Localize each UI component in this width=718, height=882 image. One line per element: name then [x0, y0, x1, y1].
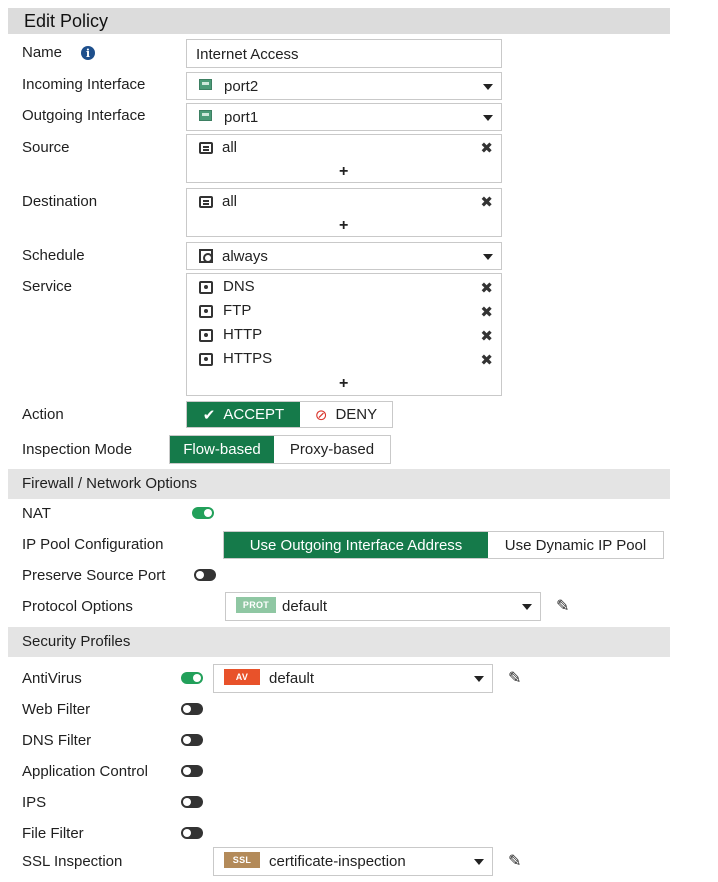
- remove-icon[interactable]: ✖: [480, 304, 493, 321]
- schedule-select[interactable]: [186, 242, 502, 270]
- source-item: all: [222, 139, 238, 156]
- incoming-interface-label: Incoming Interface: [22, 76, 146, 93]
- ssl-badge: SSL: [224, 852, 260, 868]
- inspection-mode-label: Inspection Mode: [22, 441, 133, 458]
- ssl-inspection-value: certificate-inspection: [269, 853, 406, 870]
- list-item: [199, 302, 501, 322]
- nat-label: NAT: [22, 505, 51, 522]
- remove-icon[interactable]: ✖: [480, 194, 493, 211]
- deny-label: DENY: [335, 406, 378, 423]
- antivirus-value: default: [269, 670, 315, 687]
- destination-label: Destination: [22, 193, 98, 210]
- service-icon: [199, 353, 213, 366]
- accept-label: ACCEPT: [223, 406, 285, 423]
- protocol-options-label: Protocol Options: [22, 598, 133, 615]
- edit-icon[interactable]: ✎: [508, 670, 522, 687]
- file-filter-label: File Filter: [22, 825, 84, 842]
- application-control-label: Application Control: [22, 763, 148, 780]
- name-value: Internet Access: [196, 46, 299, 63]
- list-item: [199, 278, 501, 298]
- web-filter-toggle[interactable]: [181, 703, 203, 715]
- inspection-mode-group: [169, 435, 391, 464]
- flow-based-button[interactable]: Flow-based: [170, 436, 274, 463]
- source-list[interactable]: [186, 134, 502, 183]
- ips-toggle[interactable]: [181, 796, 203, 808]
- chevron-down-icon: [474, 676, 484, 682]
- chevron-down-icon: [483, 115, 493, 121]
- list-item: [199, 350, 501, 370]
- outgoing-interface-value: port1: [224, 109, 259, 126]
- dns-filter-toggle[interactable]: [181, 734, 203, 746]
- schedule-label: Schedule: [22, 247, 85, 264]
- service-icon: [199, 305, 213, 318]
- port-icon: [199, 79, 212, 90]
- name-input[interactable]: [186, 39, 502, 68]
- incoming-interface-value: port2: [224, 78, 259, 95]
- schedule-value: always: [222, 248, 268, 265]
- outgoing-interface-label: Outgoing Interface: [22, 107, 146, 124]
- use-outgoing-interface-button[interactable]: Use Outgoing Interface Address: [224, 532, 488, 558]
- remove-icon[interactable]: ✖: [480, 140, 493, 157]
- antivirus-label: AntiVirus: [22, 670, 82, 687]
- edit-icon[interactable]: ✎: [556, 598, 570, 615]
- protocol-options-select[interactable]: [225, 592, 541, 621]
- chevron-down-icon: [483, 254, 493, 260]
- chevron-down-icon: [474, 859, 484, 865]
- list-item: [199, 326, 501, 346]
- antivirus-toggle[interactable]: [181, 672, 203, 684]
- service-icon: [199, 329, 213, 342]
- preserve-source-port-toggle[interactable]: [194, 569, 216, 581]
- service-icon: [199, 281, 213, 294]
- preserve-source-port-label: Preserve Source Port: [22, 567, 166, 584]
- service-list[interactable]: [186, 273, 502, 396]
- chevron-down-icon: [522, 604, 532, 610]
- ip-pool-label: IP Pool Configuration: [22, 536, 164, 553]
- antivirus-badge: AV: [224, 669, 260, 685]
- application-control-toggle[interactable]: [181, 765, 203, 777]
- chevron-down-icon: [483, 84, 493, 90]
- file-filter-toggle[interactable]: [181, 827, 203, 839]
- antivirus-select[interactable]: [213, 664, 493, 693]
- accept-button[interactable]: [187, 402, 300, 427]
- check-icon: ✔: [202, 406, 216, 424]
- source-label: Source: [22, 139, 70, 156]
- ssl-inspection-label: SSL Inspection: [22, 853, 123, 870]
- incoming-interface-select[interactable]: [186, 72, 502, 100]
- outgoing-interface-select[interactable]: [186, 103, 502, 131]
- add-icon[interactable]: +: [339, 163, 349, 180]
- service-item: FTP: [223, 302, 252, 319]
- security-section-header: Security Profiles: [8, 627, 670, 657]
- remove-icon[interactable]: ✖: [480, 352, 493, 369]
- page-title: Edit Policy: [8, 8, 670, 34]
- address-icon: [199, 196, 213, 208]
- address-icon: [199, 142, 213, 154]
- web-filter-label: Web Filter: [22, 701, 91, 718]
- name-label: Name: [22, 44, 63, 61]
- deny-icon: ⊘: [314, 406, 328, 424]
- service-label: Service: [22, 278, 73, 295]
- use-dynamic-ip-pool-button[interactable]: Use Dynamic IP Pool: [504, 536, 647, 554]
- ips-label: IPS: [22, 794, 47, 811]
- add-icon[interactable]: +: [339, 375, 349, 392]
- info-icon[interactable]: i: [81, 46, 95, 60]
- destination-item: all: [222, 193, 238, 210]
- action-toggle-group: [186, 401, 393, 428]
- ssl-inspection-select[interactable]: [213, 847, 493, 876]
- protocol-options-value: default: [282, 598, 328, 615]
- ip-pool-group: [223, 531, 664, 559]
- remove-icon[interactable]: ✖: [480, 280, 493, 297]
- port-icon: [199, 110, 212, 121]
- firewall-section-header: Firewall / Network Options: [8, 469, 670, 499]
- add-icon[interactable]: +: [339, 217, 349, 234]
- remove-icon[interactable]: ✖: [480, 328, 493, 345]
- service-item: DNS: [223, 278, 255, 295]
- protocol-badge: PROT: [236, 597, 276, 613]
- dns-filter-label: DNS Filter: [22, 732, 92, 749]
- service-item: HTTPS: [223, 350, 273, 367]
- action-label: Action: [22, 406, 64, 423]
- service-item: HTTP: [223, 326, 263, 343]
- destination-list[interactable]: [186, 188, 502, 237]
- proxy-based-button[interactable]: Proxy-based: [289, 441, 375, 458]
- nat-toggle[interactable]: [192, 507, 214, 519]
- deny-button[interactable]: [300, 402, 392, 427]
- edit-icon[interactable]: ✎: [508, 853, 522, 870]
- schedule-icon: [199, 249, 213, 263]
